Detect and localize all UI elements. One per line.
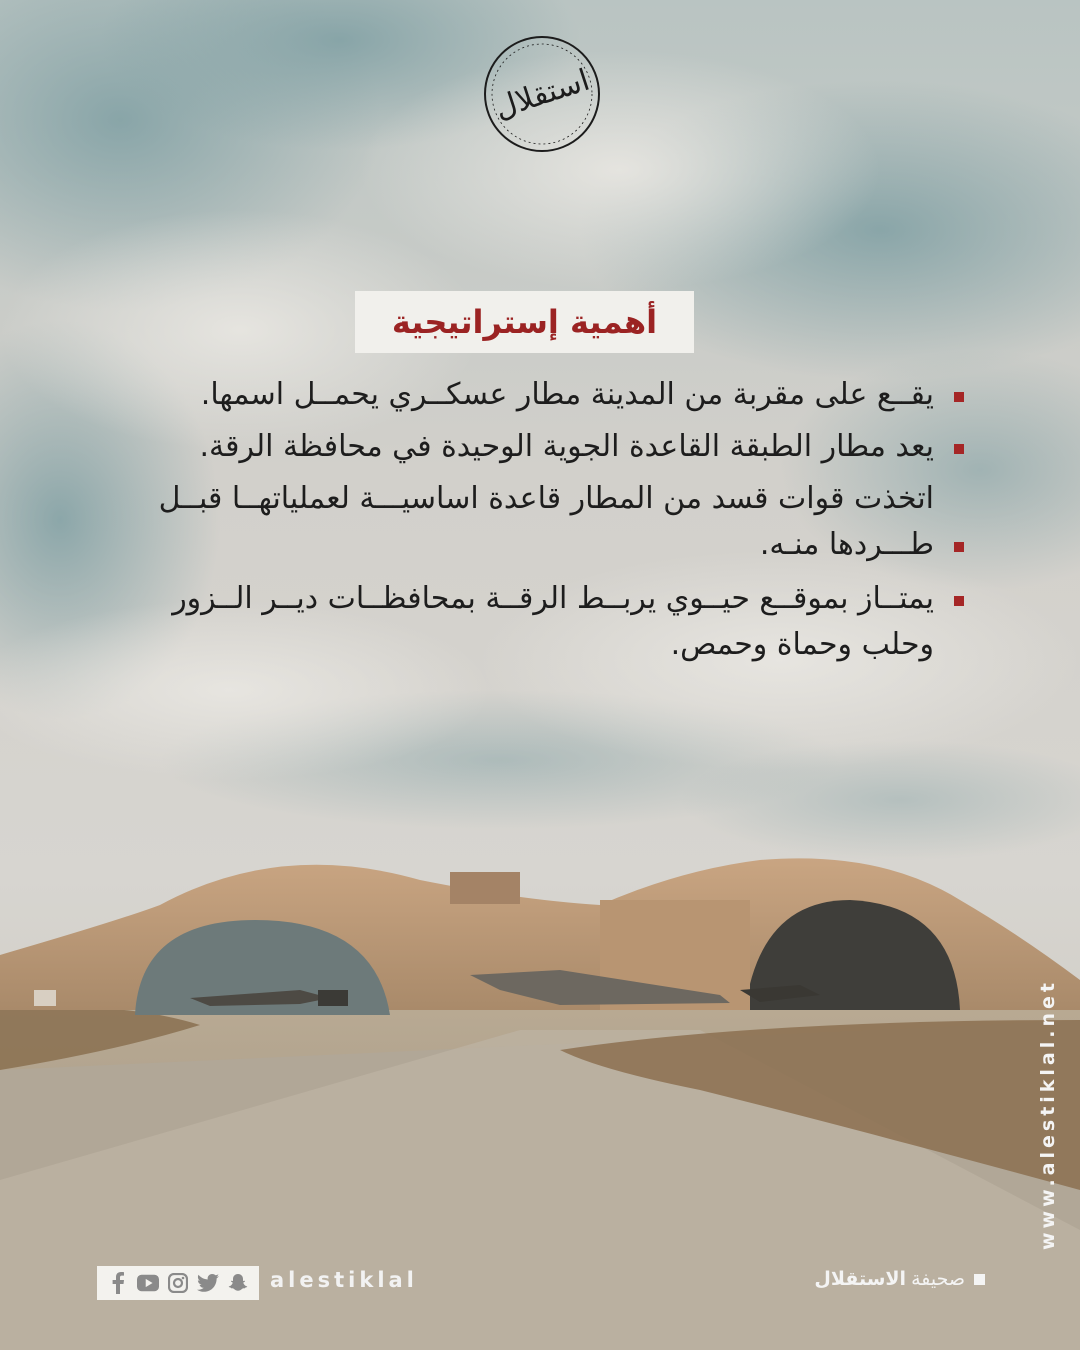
logo-calligraphy: استقلال: [490, 62, 594, 126]
brand-credit: [814, 1268, 985, 1290]
website-url: www.alestiklal.net: [1037, 979, 1059, 1250]
bullet-square-icon: [954, 596, 964, 606]
bullet-text: يعد مطار الطبقة القاعدة الجوية الوحيدة في محافظة الرقة.: [199, 429, 934, 464]
social-links: [97, 1266, 259, 1300]
bullet-text: يقــع على مقربة من المدينة مطار عسكــري يحمــل اسمها.: [200, 377, 934, 412]
bullet-item: [108, 576, 968, 668]
bullet-item: [108, 476, 968, 568]
bullet-square-icon: [954, 444, 964, 454]
bullet-list: [108, 372, 968, 674]
logo-seal: [482, 34, 602, 154]
bullet-item: [108, 424, 968, 470]
brand-square-icon: [974, 1274, 985, 1285]
bullet-square-icon: [954, 392, 964, 402]
bullet-text: يمتــاز بموقــع حيــوي يربــط الرقــة بمحافظــات ديــر الــزور وحلب وحماة وحمص.: [172, 581, 934, 662]
title-box: [355, 291, 694, 353]
brand-prefix: صحيفة: [911, 1268, 965, 1290]
twitter-icon[interactable]: [197, 1272, 219, 1294]
instagram-icon[interactable]: [167, 1272, 189, 1294]
social-handle: alestiklal: [270, 1268, 418, 1292]
bullet-text: اتخذت قوات قسد من المطار قاعدة اساسيـــة لعملياتهــا قبــل طـــردها منـه.: [158, 481, 934, 562]
page-title: أهمية إستراتيجية: [391, 303, 658, 341]
brand-name: الاستقلال: [814, 1268, 907, 1290]
bullet-item: [108, 372, 968, 418]
youtube-icon[interactable]: [137, 1272, 159, 1294]
bullet-square-icon: [954, 542, 964, 552]
facebook-icon[interactable]: [107, 1272, 129, 1294]
snapchat-icon[interactable]: [227, 1272, 249, 1294]
